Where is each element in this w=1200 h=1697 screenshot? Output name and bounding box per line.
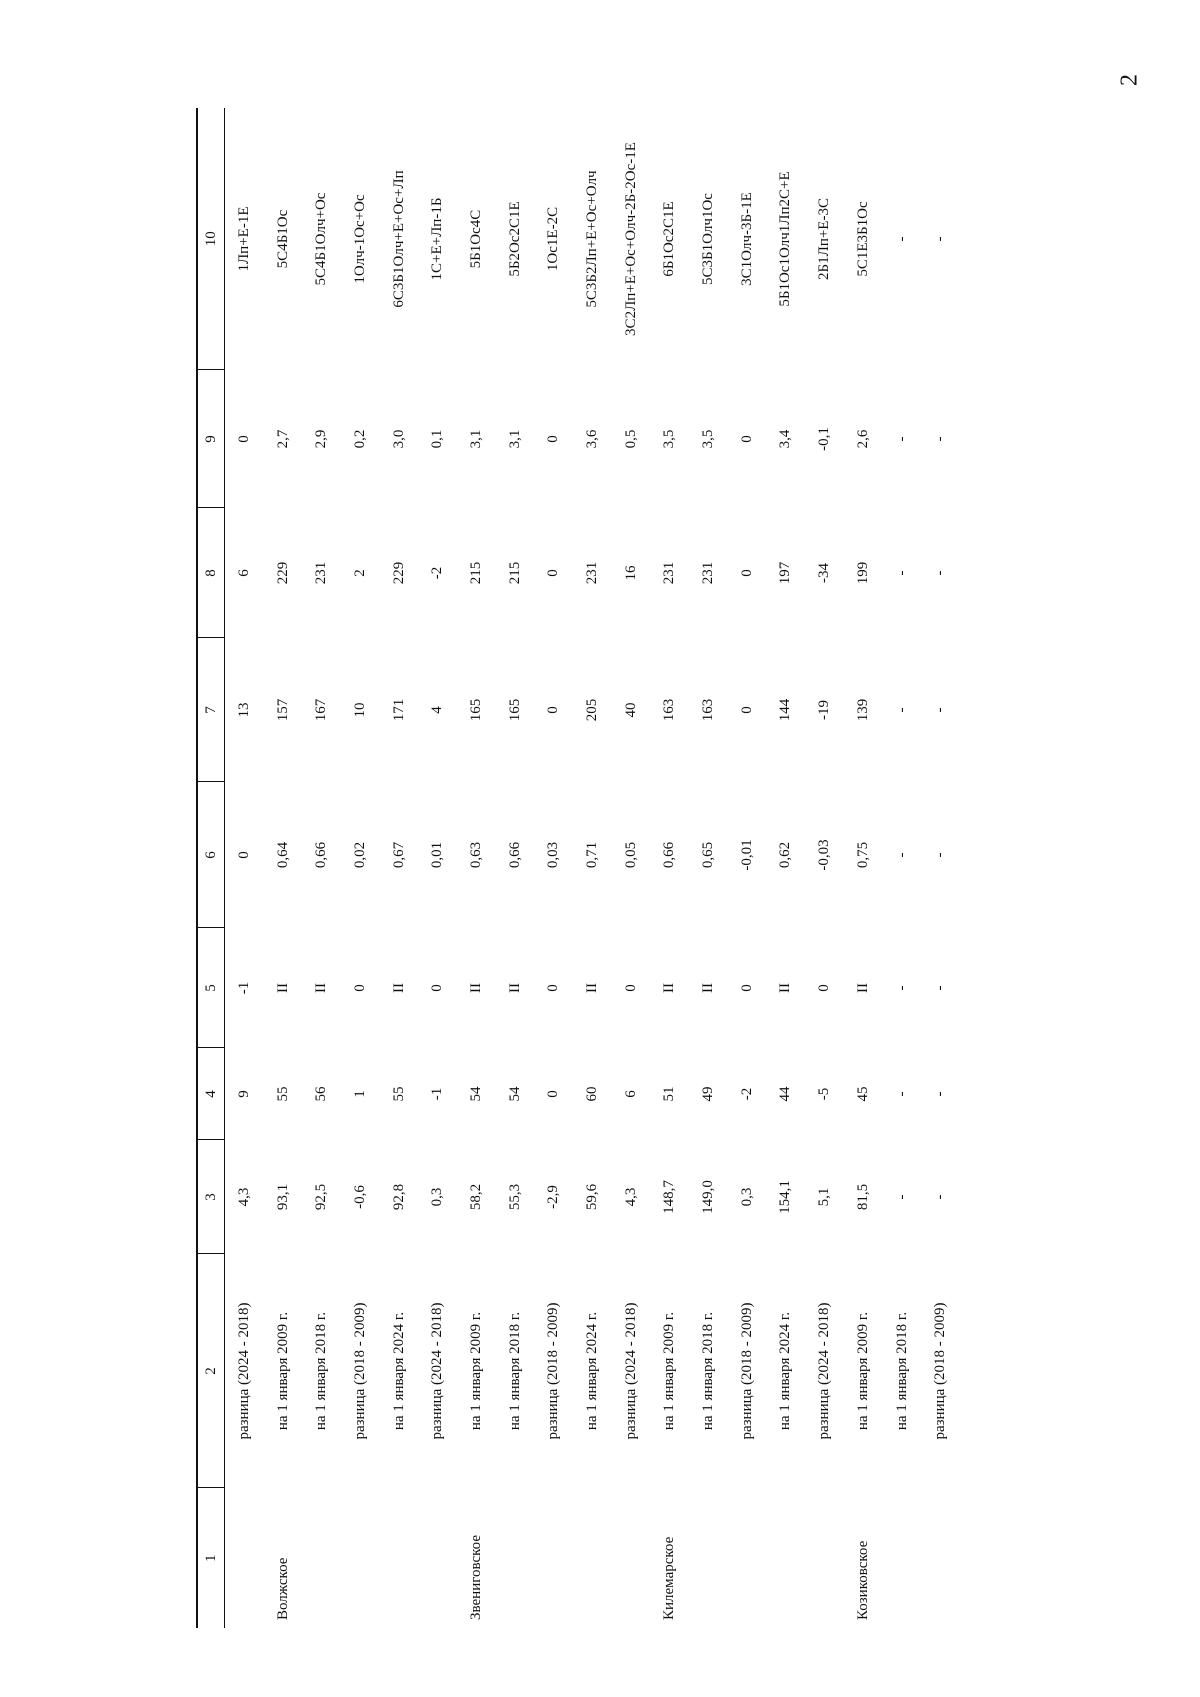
district-cell [689, 1488, 728, 1628]
change-cell: 3,5 [661, 429, 678, 449]
density-cell: 0,66 [313, 841, 330, 869]
age-cell: -5 [816, 1087, 833, 1101]
stock-cell: 144 [777, 698, 794, 722]
composition-cell: 5Б2Ос2С1Е [506, 201, 523, 277]
area-cell: 149,0 [700, 1180, 717, 1214]
change-cell: 0 [545, 435, 562, 443]
column-header: 3 [197, 1140, 225, 1254]
district-cell: Звениговское [467, 1534, 484, 1620]
stock-cell: 163 [661, 698, 678, 722]
stock-cell: - [893, 707, 910, 713]
period-cell: на 1 января 2009 г. [661, 1311, 678, 1431]
area-cell: -2,9 [545, 1185, 562, 1209]
density-cell: 0,67 [390, 841, 407, 869]
mature-stock-cell: 197 [777, 561, 794, 585]
change-cell: 2,6 [854, 429, 871, 449]
age-cell: 54 [467, 1086, 484, 1102]
density-cell: 0,75 [854, 841, 871, 869]
class-cell: II [506, 983, 523, 993]
table-row [844, 108, 883, 1628]
table-row [689, 108, 728, 1628]
district-cell: Волжское [274, 1557, 291, 1620]
period-cell: разница (2018 - 2009) [738, 1302, 755, 1440]
area-cell: 92,5 [313, 1183, 330, 1211]
density-cell: 0,65 [700, 841, 717, 869]
composition-cell: 6С3Б1Олч+Е+Ос+Лп [390, 170, 407, 308]
composition-cell: 5Б1Ос4С [467, 209, 484, 269]
change-cell: 0 [738, 435, 755, 443]
class-cell: II [661, 983, 678, 993]
column-header: 7 [197, 638, 225, 782]
mature-stock-cell: 231 [661, 561, 678, 585]
age-cell: - [893, 1091, 910, 1097]
mature-stock-cell: 229 [390, 561, 407, 585]
mature-stock-cell: 6 [235, 569, 252, 577]
stock-cell: -19 [816, 700, 833, 720]
table-row [264, 108, 303, 1628]
column-header: 5 [197, 928, 225, 1048]
mature-stock-cell: 16 [622, 565, 639, 581]
density-cell: 0,66 [506, 841, 523, 869]
area-cell: 55,3 [506, 1183, 523, 1211]
change-cell: 0,1 [429, 429, 446, 449]
composition-cell: 5С3Б2Лп+Е+Ос+Олч [584, 170, 601, 308]
column-header: 9 [197, 370, 225, 508]
density-cell: 0,71 [584, 841, 601, 869]
age-cell: 55 [274, 1086, 291, 1102]
table-row [302, 108, 341, 1628]
density-cell: 0,64 [274, 841, 291, 869]
age-cell: 54 [506, 1086, 523, 1102]
forest-stats-table [196, 108, 960, 1628]
change-cell: 3,5 [700, 429, 717, 449]
class-cell: II [777, 983, 794, 993]
period-cell: на 1 января 2024 г. [777, 1311, 794, 1431]
stock-cell: - [932, 707, 949, 713]
period-cell: на 1 января 2024 г. [584, 1311, 601, 1431]
age-cell: 60 [584, 1086, 601, 1102]
period-cell: разница (2024 - 2018) [429, 1302, 446, 1440]
area-cell: 92,8 [390, 1183, 407, 1211]
age-cell: 55 [390, 1086, 407, 1102]
area-cell: - [893, 1194, 910, 1200]
age-cell: -1 [429, 1087, 446, 1101]
composition-cell: 1С+Е+Лп-1Б [429, 197, 446, 281]
class-cell: -1 [235, 981, 252, 995]
table-row [457, 108, 496, 1628]
area-cell: 4,3 [622, 1187, 639, 1207]
stock-cell: 10 [351, 702, 368, 718]
stock-cell: 40 [622, 702, 639, 718]
age-cell: 44 [777, 1086, 794, 1102]
district-cell [883, 1488, 922, 1628]
area-cell: 0,3 [429, 1187, 446, 1207]
change-cell: 0,5 [622, 429, 639, 449]
class-cell: 0 [429, 984, 446, 992]
column-header: 6 [197, 782, 225, 928]
composition-cell: 5С4Б1Олч+Ос [313, 192, 330, 286]
table-body [225, 108, 961, 1628]
class-cell: 0 [622, 984, 639, 992]
class-cell: II [390, 983, 407, 993]
class-cell: II [854, 983, 871, 993]
district-cell [612, 1488, 651, 1628]
change-cell: 3,0 [390, 429, 407, 449]
mature-stock-cell: 231 [313, 561, 330, 585]
composition-cell: 1Олч-1Ос+Ос [351, 194, 368, 284]
stock-cell: 139 [854, 698, 871, 722]
district-cell [573, 1488, 612, 1628]
period-cell: разница (2018 - 2009) [351, 1302, 368, 1440]
composition-cell: 5С4Б1Ос [274, 209, 291, 269]
mature-stock-cell: -34 [816, 563, 833, 583]
mature-stock-cell: - [893, 570, 910, 576]
district-cell [805, 1488, 844, 1628]
composition-cell: 1Ос1Е-2С [545, 206, 562, 272]
stock-cell: 163 [700, 698, 717, 722]
change-cell: - [932, 436, 949, 442]
class-cell: 0 [351, 984, 368, 992]
area-cell: 58,2 [467, 1183, 484, 1211]
area-cell: - [932, 1194, 949, 1200]
area-cell: 5,1 [816, 1187, 833, 1207]
table-row [380, 108, 419, 1628]
density-cell: - [932, 852, 949, 858]
composition-cell: - [932, 236, 949, 242]
change-cell: 3,6 [584, 429, 601, 449]
class-cell: II [584, 983, 601, 993]
mature-stock-cell: - [932, 570, 949, 576]
age-cell: 9 [235, 1090, 252, 1098]
composition-cell: 2Б1Лп+Е-3С [816, 198, 833, 280]
column-header: 10 [197, 108, 225, 370]
period-cell: на 1 января 2009 г. [274, 1311, 291, 1431]
district-cell [728, 1488, 767, 1628]
class-cell: II [467, 983, 484, 993]
forest-stats-table-wrapper [196, 108, 1008, 1628]
density-cell: 0,05 [622, 841, 639, 869]
composition-cell: 3С2Лп+Е+Ос+Олч-2Б-2Ос-1Е [622, 142, 639, 336]
class-cell: - [893, 985, 910, 991]
district-cell [302, 1488, 341, 1628]
stock-cell: 165 [506, 698, 523, 722]
age-cell: 56 [313, 1086, 330, 1102]
change-cell: 3,1 [506, 429, 523, 449]
stock-cell: 165 [467, 698, 484, 722]
mature-stock-cell: -2 [429, 566, 446, 580]
mature-stock-cell: 229 [274, 561, 291, 585]
mature-stock-cell: 231 [584, 561, 601, 585]
period-cell: на 1 января 2018 г. [893, 1311, 910, 1431]
stock-cell: 205 [584, 698, 601, 722]
stock-cell: 4 [429, 706, 446, 714]
composition-cell: 5С1Е3Б1Ос [854, 201, 871, 277]
table-row [573, 108, 612, 1628]
composition-cell: 5Б1Ос1Олч1Лп2С+Е [777, 171, 794, 307]
table-row [612, 108, 651, 1628]
stock-cell: 0 [738, 706, 755, 714]
column-header: 8 [197, 508, 225, 638]
age-cell: 51 [661, 1086, 678, 1102]
density-cell: 0,03 [545, 841, 562, 869]
period-cell: разница (2018 - 2009) [932, 1302, 949, 1440]
district-cell [341, 1488, 380, 1628]
density-cell: 0,66 [661, 841, 678, 869]
class-cell: II [313, 983, 330, 993]
district-cell [496, 1488, 535, 1628]
header-row [197, 108, 225, 1628]
table-row [883, 108, 922, 1628]
district-cell: Козиковское [854, 1540, 871, 1620]
mature-stock-cell: 231 [700, 561, 717, 585]
composition-cell: 1Лп+Е-1Е [235, 206, 252, 272]
change-cell: -0,1 [816, 427, 833, 451]
area-cell: 81,5 [854, 1183, 871, 1211]
table-row [225, 108, 264, 1628]
density-cell: 0,02 [351, 841, 368, 869]
area-cell: 0,3 [738, 1187, 755, 1207]
class-cell: - [932, 985, 949, 991]
area-cell: 4,3 [235, 1187, 252, 1207]
age-cell: 6 [622, 1090, 639, 1098]
table-row [805, 108, 844, 1628]
area-cell: 93,1 [274, 1183, 291, 1211]
change-cell: - [893, 436, 910, 442]
density-cell: 0 [235, 851, 252, 859]
composition-cell: - [893, 236, 910, 242]
stock-cell: 157 [274, 698, 291, 722]
change-cell: 3,4 [777, 429, 794, 449]
age-cell: 49 [700, 1086, 717, 1102]
table-row [728, 108, 767, 1628]
composition-cell: 3С1Олч-3Б-1Е [738, 192, 755, 286]
stock-cell: 13 [235, 702, 252, 718]
mature-stock-cell: 215 [506, 561, 523, 585]
column-header: 4 [197, 1048, 225, 1140]
column-header: 1 [197, 1488, 225, 1628]
class-cell: 0 [545, 984, 562, 992]
district-cell: Килемарское [661, 1536, 678, 1620]
district-cell [418, 1488, 457, 1628]
area-cell: 59,6 [584, 1183, 601, 1211]
table-row [921, 108, 960, 1628]
age-cell: 45 [854, 1086, 871, 1102]
change-cell: 2,7 [274, 429, 291, 449]
period-cell: разница (2018 - 2009) [545, 1302, 562, 1440]
column-header: 2 [197, 1254, 225, 1488]
table-row [651, 108, 690, 1628]
stock-cell: 171 [390, 698, 407, 722]
period-cell: разница (2024 - 2018) [816, 1302, 833, 1440]
density-cell: 0,62 [777, 841, 794, 869]
density-cell: - [893, 852, 910, 858]
change-cell: 0,2 [351, 429, 368, 449]
age-cell: 1 [351, 1090, 368, 1098]
district-cell [535, 1488, 574, 1628]
density-cell: -0,01 [738, 839, 755, 871]
class-cell: II [700, 983, 717, 993]
mature-stock-cell: 215 [467, 561, 484, 585]
table-row [496, 108, 535, 1628]
period-cell: на 1 января 2009 г. [467, 1311, 484, 1431]
mature-stock-cell: 0 [738, 569, 755, 577]
district-cell [380, 1488, 419, 1628]
change-cell: 3,1 [467, 429, 484, 449]
class-cell: II [274, 983, 291, 993]
class-cell: 0 [816, 984, 833, 992]
period-cell: разница (2024 - 2018) [622, 1302, 639, 1440]
area-cell: 154,1 [777, 1180, 794, 1214]
period-cell: разница (2024 - 2018) [235, 1302, 252, 1440]
table-row [535, 108, 574, 1628]
period-cell: на 1 января 2024 г. [390, 1311, 407, 1431]
change-cell: 0 [235, 435, 252, 443]
table-row [341, 108, 380, 1628]
age-cell: - [932, 1091, 949, 1097]
change-cell: 2,9 [313, 429, 330, 449]
density-cell: 0,63 [467, 841, 484, 869]
mature-stock-cell: 199 [854, 561, 871, 585]
density-cell: 0,01 [429, 841, 446, 869]
period-cell: на 1 января 2018 г. [700, 1311, 717, 1431]
period-cell: на 1 января 2009 г. [854, 1311, 871, 1431]
area-cell: 148,7 [661, 1180, 678, 1214]
district-cell [767, 1488, 806, 1628]
area-cell: -0,6 [351, 1185, 368, 1209]
mature-stock-cell: 2 [351, 569, 368, 577]
table-row [767, 108, 806, 1628]
composition-cell: 6Б1Ос2С1Е [661, 201, 678, 277]
age-cell: -2 [738, 1087, 755, 1101]
composition-cell: 5С3Б1Олч1Ос [700, 193, 717, 285]
density-cell: -0,03 [816, 839, 833, 871]
class-cell: 0 [738, 984, 755, 992]
mature-stock-cell: 0 [545, 569, 562, 577]
period-cell: на 1 января 2018 г. [313, 1311, 330, 1431]
district-cell [225, 1488, 264, 1628]
period-cell: на 1 января 2018 г. [506, 1311, 523, 1431]
district-cell [921, 1488, 960, 1628]
age-cell: 0 [545, 1090, 562, 1098]
table-row [418, 108, 457, 1628]
stock-cell: 167 [313, 698, 330, 722]
stock-cell: 0 [545, 706, 562, 714]
page-number: 2 [1116, 74, 1143, 86]
